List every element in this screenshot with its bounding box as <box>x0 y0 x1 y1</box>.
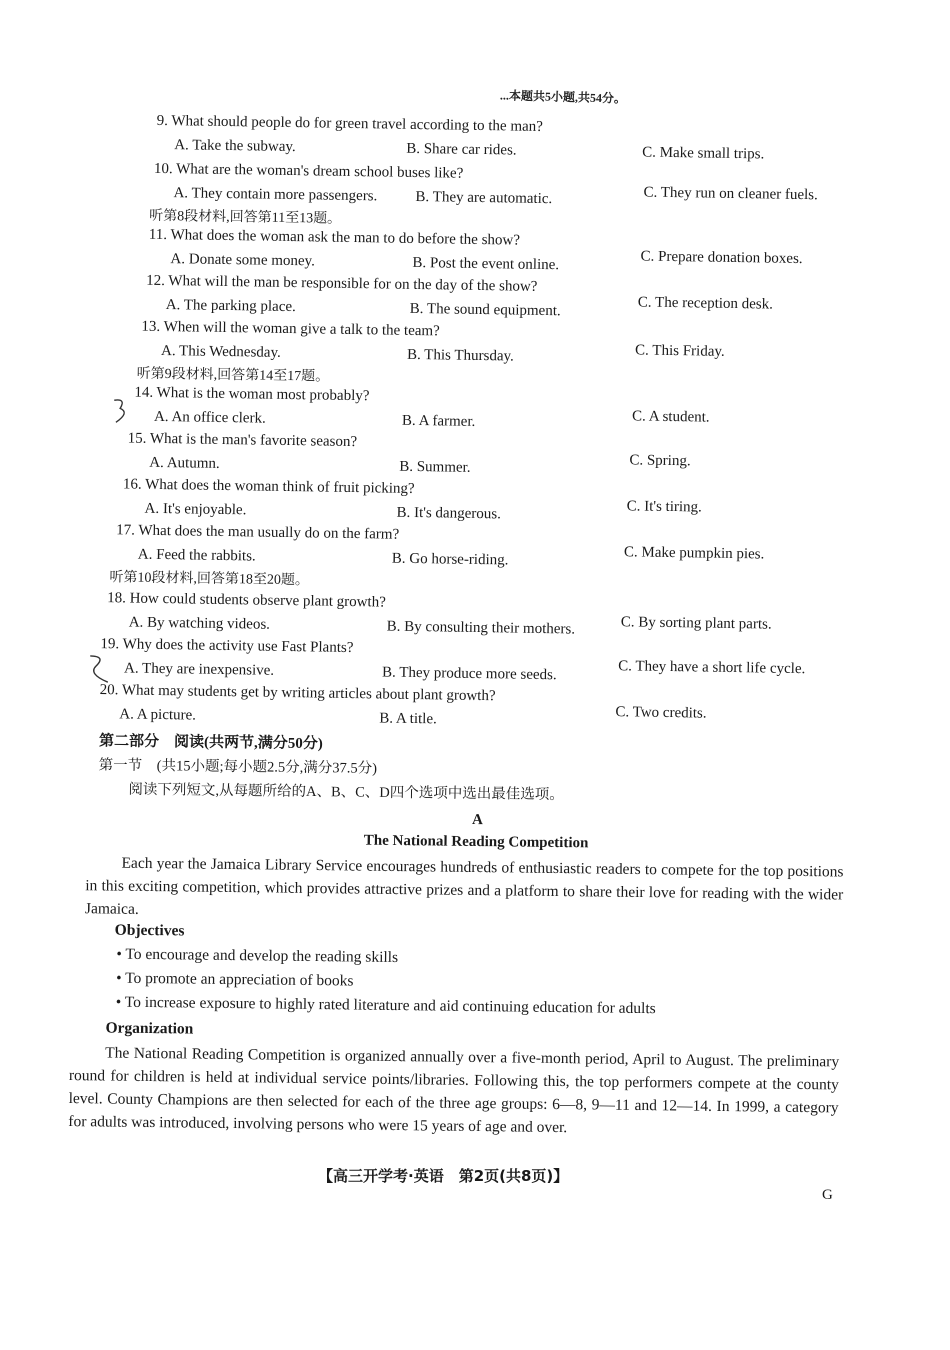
question-9: 9. What should people do for green travel according to the man? <box>156 112 544 135</box>
section1-title: 第一节 (共15小题;每小题2.5分,满分37.5分) <box>98 757 378 777</box>
q19-option-a: A. They are inexpensive. <box>123 660 275 679</box>
q12-option-a: A. The parking place. <box>165 297 296 316</box>
q15-option-c: C. Spring. <box>629 452 691 470</box>
q16-option-a: A. It's enjoyable. <box>144 500 247 519</box>
q9-option-b: B. Share car rides. <box>406 140 517 159</box>
q17-option-a: A. Feed the rabbits. <box>137 546 256 565</box>
header-note: ...本题共5小题,共54分。 <box>499 88 627 106</box>
page-footer: 【高三开学考·英语 第2页(共8页)】 <box>318 1167 569 1185</box>
q13-option-a: A. This Wednesday. <box>160 342 281 361</box>
q9-option-a: A. Take the subway. <box>174 137 296 156</box>
q19-option-c: C. They have a short life cycle. <box>618 658 806 678</box>
question-14: 14. What is the woman most probably? <box>134 384 370 405</box>
question-20: 20. What may students get by writing articles about plant growth? <box>99 682 496 705</box>
q14-option-a: A. An office clerk. <box>153 408 266 427</box>
q16-option-c: C. It's tiring. <box>626 498 702 516</box>
q10-option-a: A. They contain more passengers. <box>173 185 378 205</box>
question-13: 13. When will the woman give a talk to the team? <box>141 318 440 340</box>
q18-option-a: A. By watching videos. <box>128 614 271 633</box>
q14-option-b: B. A farmer. <box>401 412 476 430</box>
objective-item: • To increase exposure to highly rated literature and aid continuing education for adults <box>115 993 656 1018</box>
reading-instruction: 阅读下列短文,从每题所给的A、B、C、D四个选项中选出最佳选项。 <box>128 781 564 804</box>
article-title: The National Reading Competition <box>363 832 589 852</box>
part2-title: 第二部分 阅读(共两节,满分50分) <box>98 733 323 753</box>
organization-heading: Organization <box>105 1019 194 1038</box>
question-12: 12. What will the man be responsible for on the day of the show? <box>146 272 538 295</box>
question-17: 17. What does the man usually do on the farm? <box>116 522 400 543</box>
question-18: 18. How could students observe plant growth? <box>107 590 386 611</box>
version-mark: G <box>822 1187 833 1203</box>
objective-item: • To encourage and develop the reading skills <box>116 945 399 967</box>
article-intro: Each year the Jamaica Library Service encourages hundreds of enthusiastic readers to compete for the top positions in this exciting competition, which provides attractive prizes and a platform to share their love for reading with the wider Jamaica. <box>84 854 844 918</box>
q11-option-a: A. Donate some money. <box>170 251 316 270</box>
passage-8-intro: 听第8段材料,回答第11至13题。 <box>149 208 342 227</box>
objectives-heading: Objectives <box>114 921 185 940</box>
q15-option-a: A. Autumn. <box>149 454 220 472</box>
q18-option-b: B. By consulting their mothers. <box>386 618 576 638</box>
q20-option-a: A. A picture. <box>119 706 197 724</box>
q15-option-b: B. Summer. <box>399 458 471 476</box>
q13-option-b: B. This Thursday. <box>406 346 514 365</box>
q17-option-b: B. Go horse-riding. <box>391 550 509 569</box>
q20-option-b: B. A title. <box>379 710 437 728</box>
q14-option-c: C. A student. <box>631 408 710 426</box>
q12-option-c: C. The reception desk. <box>637 294 774 313</box>
question-15: 15. What is the man's favorite season? <box>127 430 358 451</box>
organization-paragraph: The National Reading Competition is organized annually over a five-month period, April to August. The preliminary round for children is held at individual service points/libraries. Following this, the top performers compete at the county level. County Champions are then selected for each of the three age groups: 6—8, 9—11 and 12—14. In 1999, a category for adults was introduced, involving persons who were 15 years of age and over. <box>68 1044 840 1137</box>
question-16: 16. What does the woman think of fruit picking? <box>122 476 415 497</box>
q9-option-c: C. Make small trips. <box>642 144 765 163</box>
question-11: 11. What does the woman ask the man to do before the show? <box>148 226 521 249</box>
q11-option-c: C. Prepare donation boxes. <box>640 248 803 268</box>
passage-10-intro: 听第10段材料,回答第18至20题。 <box>109 570 310 589</box>
q13-option-c: C. This Friday. <box>634 342 725 360</box>
question-10: 10. What are the woman's dream school buses like? <box>153 160 464 182</box>
question-19: 19. Why does the activity use Fast Plants? <box>100 636 354 657</box>
q11-option-b: B. Post the event online. <box>412 254 560 274</box>
q10-option-b: B. They are automatic. <box>415 188 553 208</box>
q20-option-c: C. Two credits. <box>615 704 707 722</box>
article-letter: A <box>471 811 484 829</box>
q17-option-c: C. Make pumpkin pies. <box>623 544 765 563</box>
q10-option-c: C. They run on cleaner fuels. <box>643 184 818 204</box>
objective-item: • To promote an appreciation of books <box>116 969 354 990</box>
q16-option-b: B. It's dangerous. <box>396 504 502 523</box>
q18-option-c: C. By sorting plant parts. <box>620 614 772 633</box>
passage-9-intro: 听第9段材料,回答第14至17题。 <box>136 366 330 385</box>
q12-option-b: B. The sound equipment. <box>409 300 561 320</box>
q19-option-b: B. They produce more seeds. <box>381 664 557 684</box>
